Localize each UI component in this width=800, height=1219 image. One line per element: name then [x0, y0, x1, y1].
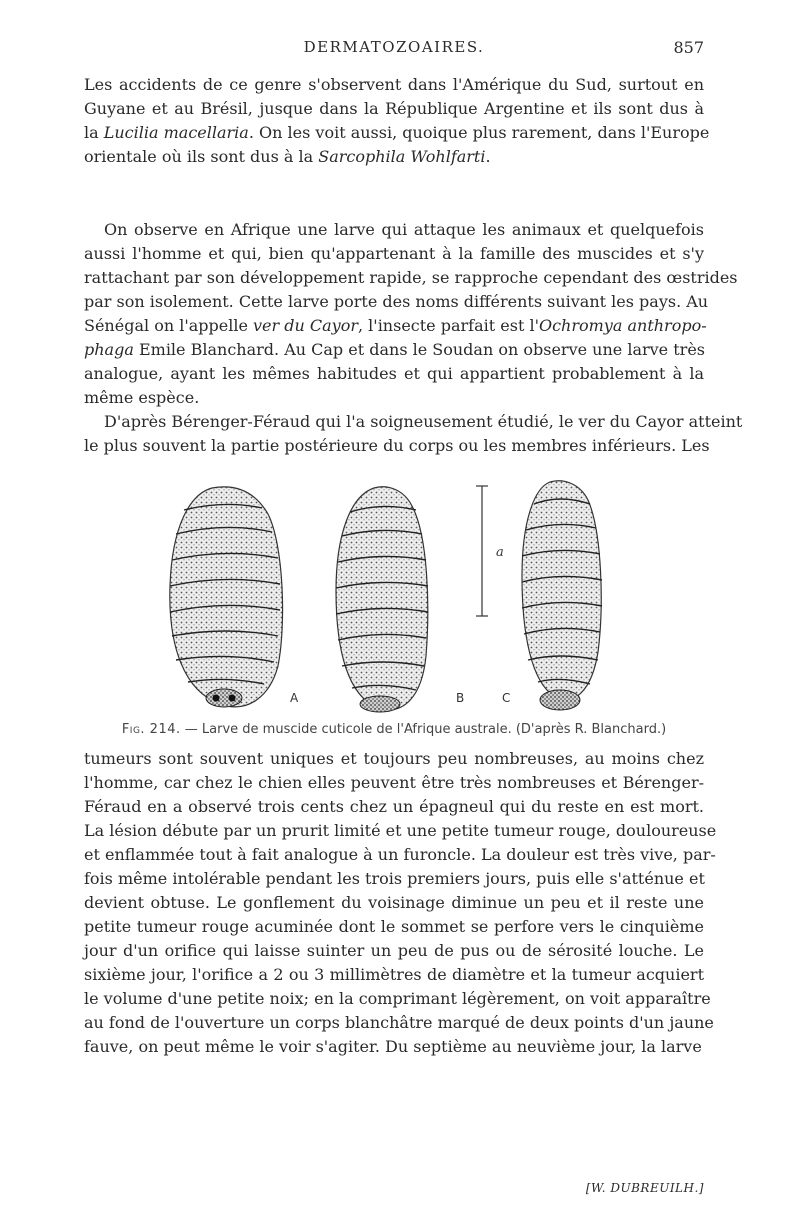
- paragraph-2: [84, 218, 743, 458]
- author-credit: [W. DUBREUILH.]: [585, 1181, 704, 1195]
- text-line: le volume d'une petite noix; en la comprimant légèrement, on voit apparaître: [84, 989, 711, 1008]
- figure-caption: [84, 722, 704, 737]
- text-line: le plus souvent la partie postérieure du corps ou les membres inférieurs. Les: [84, 436, 710, 455]
- text-line: Féraud en a observé trois cents chez un épagneul qui du reste en est mort.: [84, 797, 704, 816]
- text-segment: la: [84, 123, 104, 142]
- larva-a: [170, 487, 283, 707]
- italic-term: Lucilia macellaria: [103, 123, 249, 142]
- label-c: C: [502, 691, 511, 705]
- figure-caption-text: — Larve de muscide cuticole de l'Afrique australe. (D'après R. Blanchard.): [180, 722, 667, 737]
- text-line: [84, 145, 704, 169]
- larva-illustration: [150, 476, 630, 716]
- larva-b: [336, 487, 428, 712]
- label-scale: a: [496, 545, 504, 560]
- italic-term: Ochromya anthropo-: [538, 316, 707, 335]
- text-line: même espèce.: [84, 388, 200, 407]
- text-line: devient obtuse. Le gonflement du voisinage diminue un peu et il reste une: [84, 893, 704, 912]
- text-line: tumeurs sont souvent uniques et toujours peu nombreuses, au moins chez: [84, 749, 704, 768]
- text-line: au fond de l'ouverture un corps blanchâtre marqué de deux points d'un jaune: [84, 1013, 714, 1032]
- text-line: et enflammée tout à fait analogue à un furoncle. La douleur est très vive, par-: [84, 845, 716, 864]
- text-segment: . On les voit aussi, quoique plus rarement, dans l'Europe: [248, 123, 710, 142]
- text-line: Guyane et au Brésil, jusque dans la République Argentine et ils sont dus à: [84, 99, 704, 118]
- running-head: [84, 38, 704, 62]
- text-line: petite tumeur rouge acuminée dont le sommet se perfore vers le cinquième: [84, 917, 704, 936]
- page-number: 857: [673, 38, 704, 57]
- text-segment: , l'insecte parfait est l': [358, 316, 539, 335]
- text-line: D'après Bérenger-Féraud qui l'a soigneusement étudié, le ver du Cayor atteint: [104, 412, 743, 431]
- text-line: aussi l'homme et qui, bien qu'appartenant à la famille des muscides et s'y: [84, 244, 704, 263]
- text-line: On observe en Afrique une larve qui attaque les animaux et quelquefois: [104, 220, 704, 239]
- text-line: analogue, ayant les mêmes habitudes et qui appartient probablement à la: [84, 364, 704, 383]
- text-line: [84, 121, 710, 145]
- scale-bar: [476, 486, 488, 616]
- label-b: B: [456, 691, 465, 705]
- text-line: rattachant par son développement rapide, se rapproche cependant des œstrides: [84, 268, 738, 287]
- text-segment: .: [485, 147, 491, 166]
- text-line: l'homme, car chez le chien elles peuvent être très nombreuses et Bérenger-: [84, 773, 704, 792]
- text-line: Les accidents de ce genre s'observent dans l'Amérique du Sud, surtout en: [84, 75, 704, 94]
- text-line: sixième jour, l'orifice a 2 ou 3 millimètres de diamètre et la tumeur acquiert: [84, 965, 704, 984]
- label-a: A: [290, 691, 299, 705]
- text-line: [84, 314, 707, 338]
- figure-number: Fig. 214.: [121, 722, 181, 737]
- italic-term: Sarcophila Wohlfarti: [318, 147, 486, 166]
- text-segment: orientale où ils sont dus à la: [84, 147, 319, 166]
- italic-term: ver du Cayor: [253, 316, 358, 335]
- italic-term: phaga: [84, 340, 134, 359]
- text-line: La lésion débute par un prurit limité et une petite tumeur rouge, douloureuse: [84, 821, 717, 840]
- text-line: fauve, on peut même le voir s'agiter. Du septième au neuvième jour, la larve: [84, 1037, 702, 1056]
- larva-c: [522, 481, 602, 710]
- text-line: par son isolement. Cette larve porte des noms différents suivant les pays. Au: [84, 292, 709, 311]
- paragraph-3: [84, 747, 717, 1059]
- text-line: fois même intolérable pendant les trois premiers jours, puis elle s'atténue et: [84, 869, 705, 888]
- text-segment: Sénégal on l'appelle: [84, 316, 254, 335]
- text-line: jour d'un orifice qui laisse suinter un peu de pus ou de sérosité louche. Le: [84, 941, 704, 960]
- running-title: DERMATOZOAIRES.: [303, 38, 485, 56]
- paragraph-1: [84, 73, 710, 169]
- text-segment: Emile Blanchard. Au Cap et dans le Soudan on observe une larve très: [133, 340, 705, 359]
- figure-214: [150, 476, 630, 716]
- text-line: [84, 338, 704, 362]
